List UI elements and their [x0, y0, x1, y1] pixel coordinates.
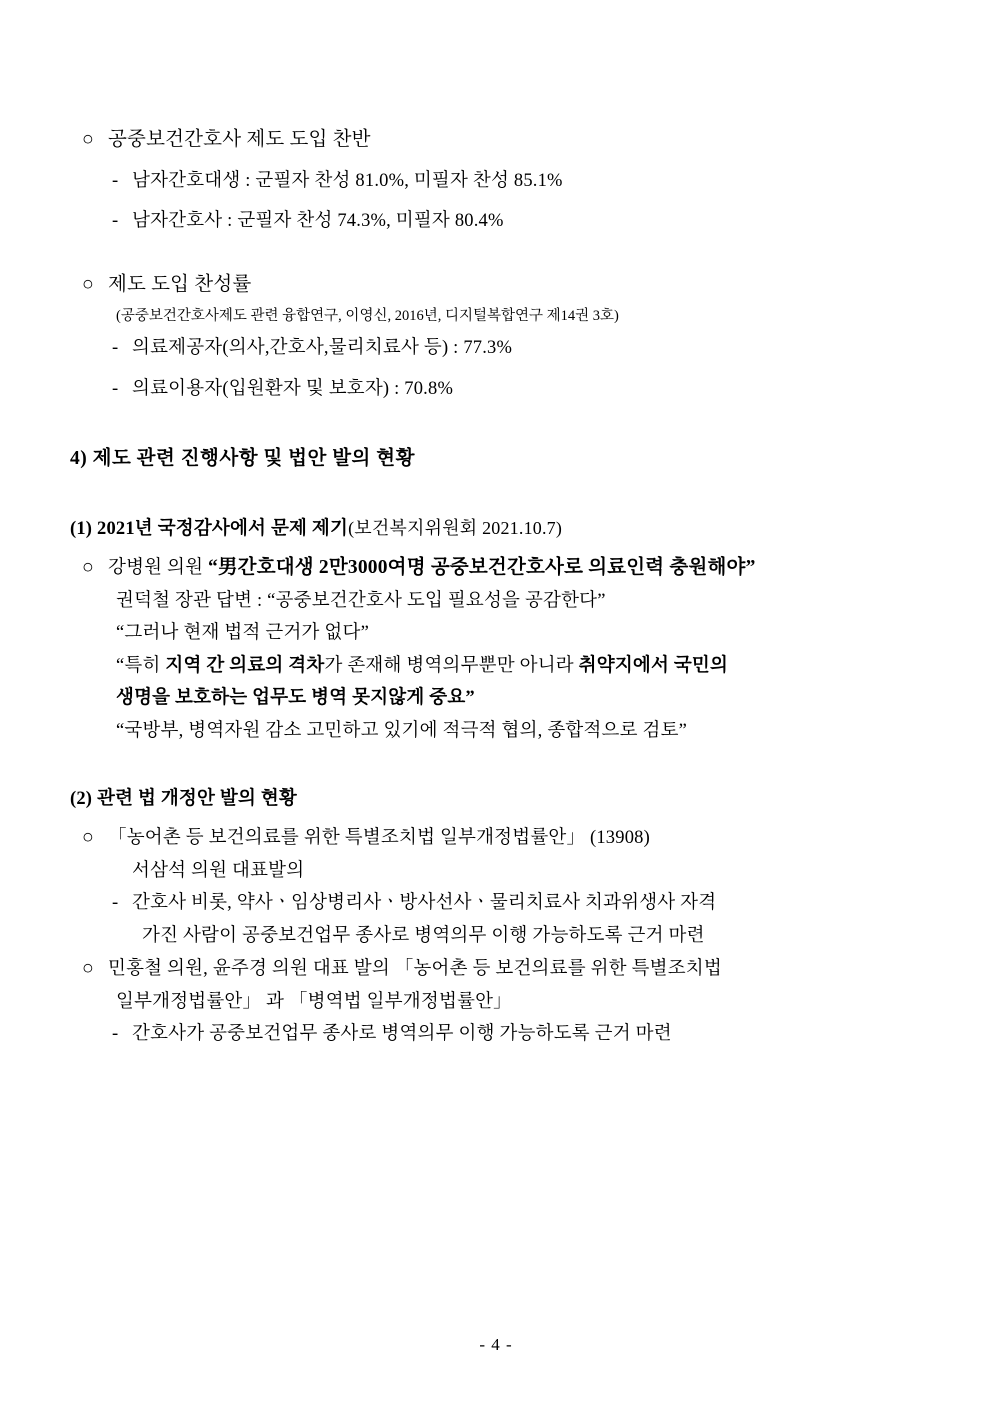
quote-speaker: 강병원 의원 [108, 558, 209, 578]
quote-line-4-emph-2: 취약지에서 국민의 [578, 655, 729, 676]
quote-block-line-3: “그러나 현재 법적 근거가 없다” [116, 623, 369, 643]
bill-entry-2-line-1 [82, 959, 922, 979]
section-heading-adoption-rate [82, 275, 922, 295]
list-item [112, 339, 922, 358]
quote-line-5-bold: 생명을 보호하는 업무도 병역 못지않게 중요” [116, 688, 475, 708]
page-number: - 4 - [479, 1335, 513, 1354]
list-item-text: 의료제공자(의사,간호사,물리치료사 등) : 77.3% [132, 338, 513, 358]
section-heading-support-rate [82, 130, 922, 150]
quote-block-line-6: “국방부, 병역자원 감소 고민하고 있기에 적극적 협의, 종합적으로 검토” [116, 720, 688, 741]
bill-detail-text: 간호사 비롯, 약사ㆍ임상병리사ㆍ방사선사ㆍ물리치료사 치과위생사 자격 [132, 893, 717, 913]
list-item-text: 남자간호대생 : 군필자 찬성 81.0%, 미필자 찬성 85.1% [132, 170, 563, 191]
bullet-circle-icon: ○ [82, 273, 94, 295]
quote-line-4-emph-1: 지역 간 의료의 격차 [165, 655, 325, 676]
bill-entry-1-detail-line-1 [112, 894, 922, 913]
dash-marker-icon: - [112, 378, 119, 399]
bill-entry-1-line-1 [82, 828, 922, 848]
bullet-circle-icon: ○ [82, 827, 94, 848]
list-item [112, 380, 922, 399]
subsection-1-title-light: (보건복지위원회 2021.10.7) [348, 518, 563, 538]
list-item [112, 212, 922, 231]
dash-marker-icon: - [112, 338, 119, 358]
subsection-1-title [70, 514, 922, 540]
quote-block-line-4 [116, 657, 922, 676]
bullet-circle-icon: ○ [82, 557, 94, 578]
list-item [112, 172, 922, 191]
quote-block-line-2: 권덕철 장관 답변 : “공중보건간호사 도입 필요성을 공감한다” [116, 590, 606, 611]
bullet-circle-icon: ○ [82, 958, 94, 979]
quote-line-4-part-c: 가 존재해 병역의무뿐만 아니라 [324, 655, 579, 676]
dash-marker-icon: - [112, 170, 119, 191]
bill-detail-text: 간호사가 공중보건업무 종사로 병역의무 이행 가능하도록 근거 마련 [132, 1024, 672, 1044]
quote-block-line-1 [82, 558, 922, 578]
bill-entry-1-detail-line-2: 가진 사람이 공중보건업무 종사로 병역의무 이행 가능하도록 근거 마련 [142, 925, 705, 946]
section-4-title: 4) 제도 관련 진행사항 및 법안 발의 현황 [70, 448, 415, 469]
subsection-1-title-bold: (1) 2021년 국정감사에서 문제 제기 [70, 519, 349, 539]
quote-block-line-5 [116, 689, 922, 708]
bill-entry-2-line-2: 일부개정법률안」 과 「병역법 일부개정법률안」 [116, 991, 512, 1012]
bill-entry-1-line-2: 서삼석 의원 대표발의 [132, 860, 305, 881]
dash-marker-icon: - [112, 893, 119, 913]
subsection-2-title: (2) 관련 법 개정안 발의 현황 [70, 789, 298, 809]
list-item-text: 남자간호사 : 군필자 찬성 74.3%, 미필자 80.4% [132, 211, 504, 231]
list-item-text: 의료이용자(입원환자 및 보호자) : 70.8% [132, 378, 454, 399]
source-note: (공중보건간호사제도 관련 융합연구, 이영신, 2016년, 디지털복합연구 제14권 3호) [116, 308, 619, 324]
quote-headline: “男간호대생 2만3000여명 공중보건간호사로 의료인력 충원해야” [208, 557, 756, 578]
dash-marker-icon: - [112, 211, 119, 231]
quote-line-4-part-a: “특히 [116, 655, 166, 676]
bill-entry-2-detail-line-1 [112, 1025, 922, 1044]
section-heading-text: 제도 도입 찬성률 [108, 273, 252, 295]
bill-title-text: 「농어촌 등 보건의료를 위한 특별조치법 일부개정법률안」 (13908) [108, 828, 650, 848]
section-heading-text: 공중보건간호사 제도 도입 찬반 [108, 129, 371, 150]
bill-title-text: 민홍철 의원, 윤주경 의원 대표 발의 「농어촌 등 보건의료를 위한 특별조치법 [108, 959, 722, 979]
dash-marker-icon: - [112, 1024, 119, 1044]
bullet-circle-icon: ○ [82, 129, 94, 150]
